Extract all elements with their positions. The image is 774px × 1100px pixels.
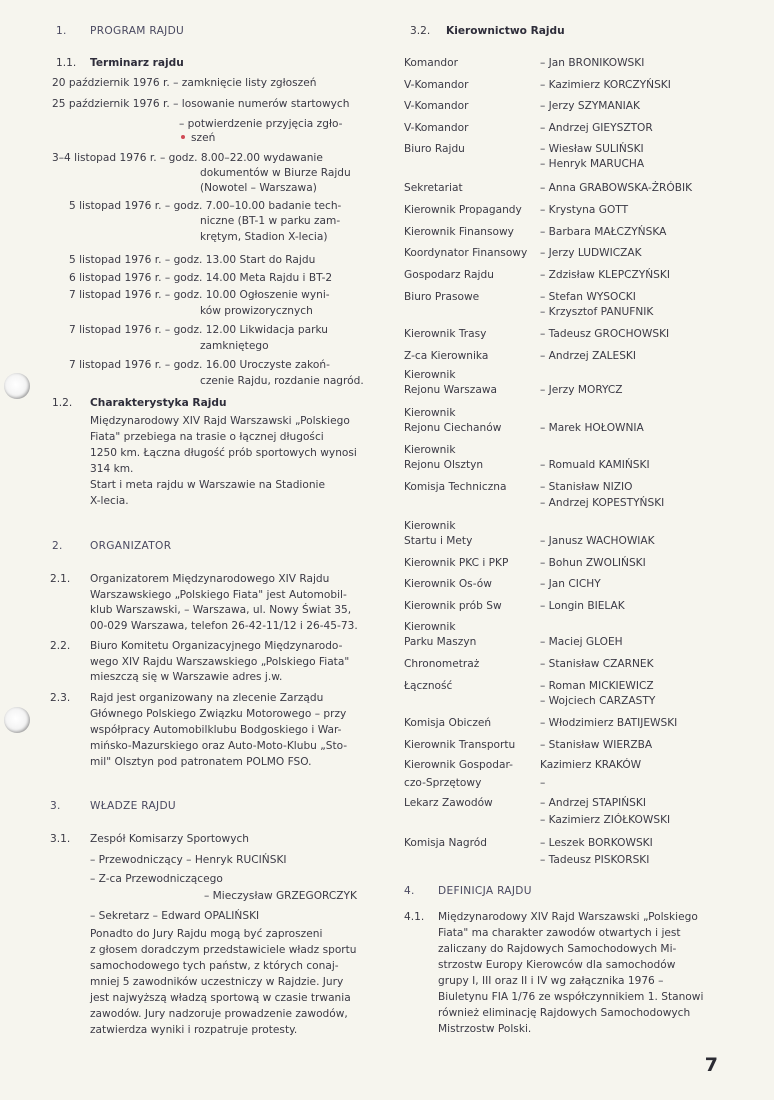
management-role: Komisja Nagród — [404, 837, 487, 849]
management-person: – Kazimierz KORCZYŃSKI — [540, 79, 671, 91]
management-person: – Stefan WYSOCKI — [540, 291, 636, 303]
paragraph-line: jest najwyższą władzą sportową w czasie trwania — [90, 992, 351, 1004]
management-person: Kazimierz KRAKÓW — [540, 759, 642, 771]
schedule-line: 5 listopad 1976 r. – godz. 7.00–10.00 badanie tech- — [69, 200, 342, 212]
management-role: Kierownik Finansowy — [404, 226, 514, 238]
management-role: Kierownik Propagandy — [404, 204, 522, 216]
paragraph-line: zatwierdza wyniki i rozpatruje protesty. — [90, 1024, 298, 1036]
section-1-title: PROGRAM RAJDU — [90, 25, 185, 37]
section-2-2-number: 2.2. — [50, 640, 71, 652]
paragraph-line: zaliczany do Rajdowych Samochodowych Mi- — [438, 943, 677, 955]
section-2-1-number: 2.1. — [50, 573, 71, 585]
section-2-title: ORGANIZATOR — [90, 540, 172, 552]
section-1-number: 1. — [56, 25, 67, 37]
management-person: – Marek HOŁOWNIA — [540, 422, 644, 434]
management-role: Komisja Techniczna — [404, 481, 507, 493]
section-2-3-number: 2.3. — [50, 692, 71, 704]
section-3-2-number: 3.2. — [410, 25, 431, 37]
schedule-line: – potwierdzenie przyjęcia zgło- — [179, 118, 343, 130]
paragraph-line: mieszczą się w Warszawie adres j.w. — [90, 671, 283, 683]
management-person: – Barbara MAŁCZYŃSKA — [540, 226, 667, 238]
section-4-1-number: 4.1. — [404, 911, 425, 923]
management-role: Gospodarz Rajdu — [404, 269, 494, 281]
section-1-2-number: 1.2. — [52, 397, 73, 409]
management-person: – Zdzisław KLEPCZYŃSKI — [540, 269, 670, 281]
schedule-line: ków prowizorycznych — [200, 305, 313, 317]
management-person: – Tadeusz PISKORSKI — [540, 854, 650, 866]
schedule-line: krętym, Stadion X-lecia) — [200, 231, 328, 243]
management-person: – Jan CICHY — [540, 578, 601, 590]
management-role: Kierownik prób Sw — [404, 600, 502, 612]
management-person: – Longin BIELAK — [540, 600, 625, 612]
paragraph-line: mniej 5 zawodników uczestniczy w Rajdzie. Jury — [90, 976, 344, 988]
management-person: – Leszek BORKOWSKI — [540, 837, 653, 849]
schedule-line: dokumentów w Biurze Rajdu — [200, 167, 351, 179]
management-person: – Anna GRABOWSKA-ŻRÓBIK — [540, 182, 693, 194]
paragraph-line: wego XIV Rajdu Warszawskiego „Polskiego Fiata" — [90, 656, 350, 668]
management-role: V-Komandor — [404, 100, 469, 112]
schedule-line: niczne (BT-1 w parku zam- — [200, 215, 341, 227]
schedule-line: zamkniętego — [200, 340, 269, 352]
section-4-number: 4. — [404, 885, 415, 897]
punch-hole-top — [4, 373, 30, 399]
paragraph-line: 1250 km. Łączna długość prób sportowych wynosi — [90, 447, 357, 459]
schedule-line: 5 listopad 1976 r. – godz. 13.00 Start do Rajdu — [69, 254, 316, 266]
paragraph-line: strzostw Europy Kierowców dla samochodów — [438, 959, 676, 971]
paragraph-line: Rajd jest organizowany na zlecenie Zarządu — [90, 692, 324, 704]
management-role: Chronometraż — [404, 658, 480, 670]
paragraph-line: Warszawskiego „Polskiego Fiata" jest Automobil- — [90, 589, 347, 601]
schedule-line: 20 październik 1976 r. – zamknięcie listy zgłoszeń — [52, 77, 317, 89]
paragraph-line: z głosem doradczym przedstawiciele władz sportu — [90, 944, 357, 956]
management-role: Biuro Prasowe — [404, 291, 480, 303]
paragraph-line: Biuro Komitetu Organizacyjnego Międzynarodo- — [90, 640, 343, 652]
schedule-line: (Nowotel – Warszawa) — [200, 182, 317, 194]
management-role: Kierownik PKC i PKP — [404, 557, 509, 569]
management-person: – Stanisław WIERZBA — [540, 739, 653, 751]
section-1-2-title: Charakterystyka Rajdu — [90, 397, 227, 409]
management-role: Komandor — [404, 57, 458, 69]
management-person: – Jerzy LUDWICZAK — [540, 247, 642, 259]
paragraph-line: Międzynarodowy XIV Rajd Warszawski „Polskiego — [90, 415, 350, 427]
management-person: – Maciej GLOEH — [540, 636, 623, 648]
schedule-line: szeń — [191, 132, 216, 144]
paragraph-line: Fiata" ma charakter zawodów otwartych i jest — [438, 927, 681, 939]
management-person: – Andrzej STAPIŃSKI — [540, 797, 646, 809]
management-person: – Henryk MARUCHA — [540, 158, 645, 170]
paragraph-line: Głównego Polskiego Związku Motorowego – przy — [90, 708, 347, 720]
management-person: – Romuald KAMIŃSKI — [540, 459, 650, 471]
management-person: – Jerzy SZYMANIAK — [540, 100, 640, 112]
management-person: – Stanisław NIZIO — [540, 481, 633, 493]
schedule-line: 7 listopad 1976 r. – godz. 10.00 Ogłoszenie wyni- — [69, 289, 330, 301]
section-4-title: DEFINICJA RAJDU — [438, 885, 532, 897]
management-role: Rejonu Olsztyn — [404, 459, 484, 471]
punch-hole-bottom — [4, 707, 30, 733]
schedule-line: 7 listopad 1976 r. – godz. 16.00 Uroczyste zakoń- — [69, 359, 330, 371]
management-role: czo-Sprzętowy — [404, 777, 482, 789]
paragraph-line: klub Warszawski, – Warszawa, ul. Nowy Świat 35, — [90, 604, 352, 616]
management-role: Biuro Rajdu — [404, 143, 465, 155]
section-2-number: 2. — [52, 540, 63, 552]
paragraph-line: Organizatorem Międzynarodowego XIV Rajdu — [90, 573, 330, 585]
paragraph-line: Biuletynu FIA 1/76 ze współczynnikiem 1. Stanowi — [438, 991, 704, 1003]
management-role: Kierownik — [404, 369, 456, 381]
paragraph-line: również eliminację Rajdowych Samochodowych — [438, 1007, 691, 1019]
paragraph-line: Ponadto do Jury Rajdu mogą być zaproszeni — [90, 928, 323, 940]
management-role: Kierownik — [404, 520, 456, 532]
management-person: – Stanisław CZARNEK — [540, 658, 654, 670]
management-role: Z-ca Kierownika — [404, 350, 489, 362]
management-person: – Tadeusz GROCHOWSKI — [540, 328, 670, 340]
management-person: – Bohun ZWOLIŃSKI — [540, 557, 646, 569]
management-person: – Jerzy MORYCZ — [540, 384, 623, 396]
paragraph-line: grupy I, III oraz II i IV wg załącznika 1976 – — [438, 975, 664, 987]
commissioner-line: – Mieczysław GRZEGORCZYK — [204, 890, 357, 902]
paragraph-line: Fiata" przebiega na trasie o łącznej długości — [90, 431, 324, 443]
paragraph-line: mińsko-Mazurskiego oraz Auto-Moto-Klubu „Sto- — [90, 740, 348, 752]
management-role: Kierownik — [404, 444, 456, 456]
management-role: Łączność — [404, 680, 453, 692]
paragraph-line: współpracy Automobilklubu Bodgoskiego i War- — [90, 724, 342, 736]
management-person: – — [540, 777, 546, 789]
management-role: V-Komandor — [404, 122, 469, 134]
management-role: Lekarz Zawodów — [404, 797, 493, 809]
paragraph-line: Mistrzostw Polski. — [438, 1023, 532, 1035]
management-role: Startu i Mety — [404, 535, 473, 547]
section-1-1-title: Terminarz rajdu — [90, 57, 184, 69]
section-3-1-number: 3.1. — [50, 833, 71, 845]
management-role: Rejonu Ciechanów — [404, 422, 502, 434]
management-role: Kierownik Transportu — [404, 739, 516, 751]
management-role: Koordynator Finansowy — [404, 247, 528, 259]
management-role: Kierownik Os-ów — [404, 578, 492, 590]
management-person: – Wojciech CARZASTY — [540, 695, 656, 707]
management-role: Kierownik — [404, 621, 456, 633]
management-person: – Janusz WACHOWIAK — [540, 535, 655, 547]
management-person: – Andrzej KOPESTYŃSKI — [540, 497, 665, 509]
management-role: Komisja Obiczeń — [404, 717, 492, 729]
commissioner-line: – Sekretarz – Edward OPALIŃSKI — [90, 910, 260, 922]
management-role: V-Komandor — [404, 79, 469, 91]
section-3-title: WŁADZE RAJDU — [90, 800, 176, 812]
management-person: – Andrzej ZALESKI — [540, 350, 636, 362]
section-1-1-number: 1.1. — [56, 57, 77, 69]
section-3-2-title: Kierownictwo Rajdu — [446, 25, 565, 37]
ink-dot — [181, 135, 185, 139]
commissioner-line: – Przewodniczący – Henryk RUCIŃSKI — [90, 854, 287, 866]
paragraph-line: Międzynarodowy XIV Rajd Warszawski „Polskiego — [438, 911, 698, 923]
page-number: 7 — [704, 1053, 718, 1076]
management-role: Parku Maszyn — [404, 636, 477, 648]
section-3-1-title: Zespół Komisarzy Sportowych — [90, 833, 249, 845]
schedule-line: 7 listopad 1976 r. – godz. 12.00 Likwidacja parku — [69, 324, 329, 336]
schedule-line: 25 październik 1976 r. – losowanie numerów startowych — [52, 98, 350, 110]
management-person: – Wiesław SULIŃSKI — [540, 143, 644, 155]
management-role: Kierownik Gospodar- — [404, 759, 513, 771]
commissioner-line: – Z-ca Przewodniczącego — [90, 873, 223, 885]
management-role: Kierownik Trasy — [404, 328, 487, 340]
management-person: – Włodzimierz BATIJEWSKI — [540, 717, 678, 729]
management-person: – Roman MICKIEWICZ — [540, 680, 654, 692]
paragraph-line: mil" Olsztyn pod patronatem POLMO FSO. — [90, 756, 312, 768]
management-role: Rejonu Warszawa — [404, 384, 497, 396]
management-person: – Krzysztof PANUFNIK — [540, 306, 654, 318]
management-person: – Jan BRONIKOWSKI — [540, 57, 645, 69]
paragraph-line: 314 km. — [90, 463, 134, 475]
schedule-line: czenie Rajdu, rozdanie nagród. — [200, 375, 364, 387]
management-role: Kierownik — [404, 407, 456, 419]
paragraph-line: Start i meta rajdu w Warszawie na Stadionie — [90, 479, 326, 491]
management-role: Sekretariat — [404, 182, 463, 194]
management-person: – Krystyna GOTT — [540, 204, 629, 216]
management-person: – Kazimierz ZIÓŁKOWSKI — [540, 814, 671, 826]
paragraph-line: zawodów. Jury nadzoruje prowadzenie zawodów, — [90, 1008, 348, 1020]
paragraph-line: samochodowego tych państw, z których conaj- — [90, 960, 339, 972]
management-person: – Andrzej GIEYSZTOR — [540, 122, 653, 134]
schedule-line: 3–4 listopad 1976 r. – godz. 8.00–22.00 wydawanie — [52, 152, 323, 164]
paragraph-line: X-lecia. — [90, 495, 129, 507]
paragraph-line: 00-029 Warszawa, telefon 26-42-11/12 i 26-45-73. — [90, 620, 358, 632]
section-3-number: 3. — [50, 800, 61, 812]
schedule-line: 6 listopad 1976 r. – godz. 14.00 Meta Rajdu i BT-2 — [69, 272, 333, 284]
